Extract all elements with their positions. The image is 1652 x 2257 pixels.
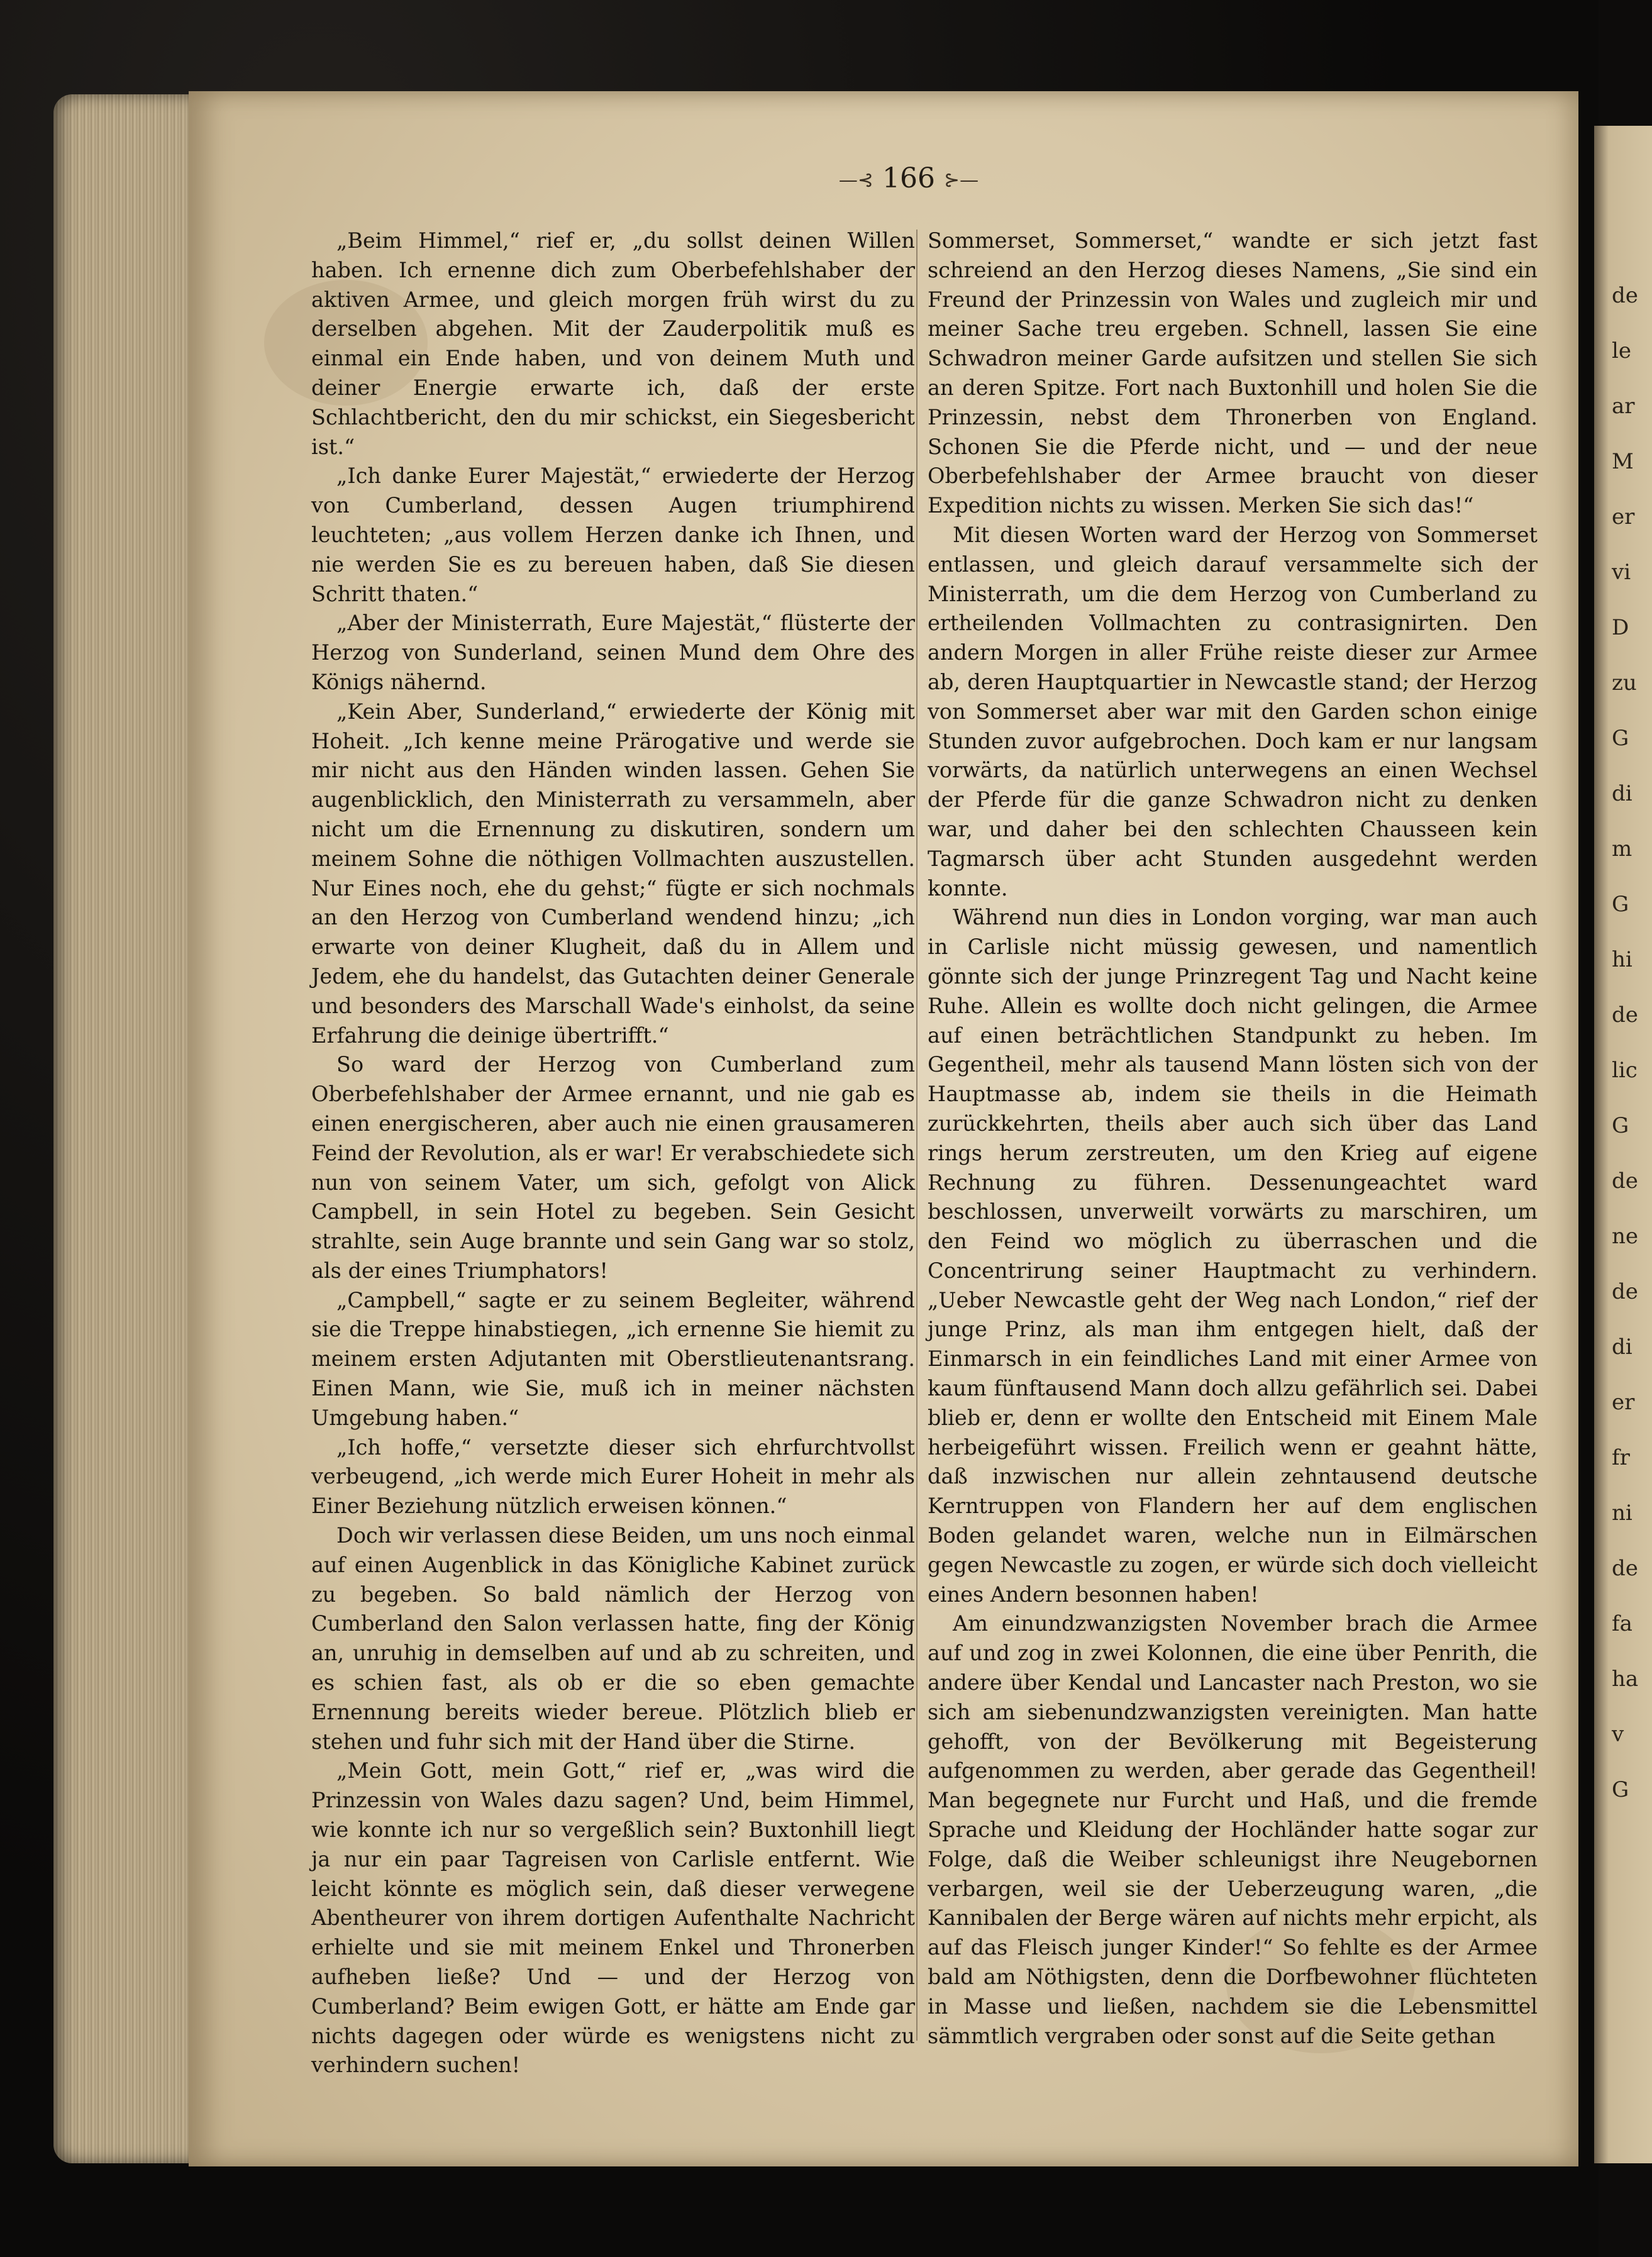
next-page-fragment: D	[1612, 615, 1629, 640]
next-page-fragment: ne	[1612, 1224, 1639, 1249]
paragraph: Mit diesen Worten ward der Herzog von Sommerset entlassen, und gleich darauf versammelte sich der Ministerrath, um die dem Herzog von Cumberland zu ertheilenden Vollmachten zu contrasignirten. Den andern Morgen in aller Frühe reiste dieser zur Armee ab, deren Hauptquartier in Newcastle stand; der Herzog von Sommerset aber war mit den Garden schon einige Stunden zuvor aufgebrochen. Doch kam er nur langsam vorwärts, da natürlich unterwegens an einen Wechsel der Pferde für die ganze Schwadron nicht zu denken war, und daher bei den schlechten Chausseen kein Tagmarsch über acht Stunden ausgedehnt werden konnte.	[928, 522, 1538, 901]
paragraph: „Beim Himmel,“ rief er, „du sollst deinen Willen haben. Ich ernenne dich zum Oberbefehlshaber der aktiven Armee, und gleich morgen früh wirst du zu derselben abgehen. Mit der Zauderpolitik muß es einmal ein Ende haben, und von deinem Muth und deiner Energie erwarte ich, daß der erste Schlachtbericht, den du mir schickst, ein Siegesbericht ist.“	[311, 228, 915, 459]
next-page-fragment: hi	[1612, 947, 1633, 972]
paragraph: „Ich hoffe,“ versetzte dieser sich ehrfurchtvollst verbeugend, „ich werde mich Eurer Hoheit in mehr als Einer Beziehung nützlich erweisen können.“	[311, 1434, 915, 1519]
next-page-edge	[1594, 126, 1652, 2163]
paragraph: „Mein Gott, mein Gott,“ rief er, „was wird die Prinzessin von Wales dazu sagen? Und, beim Himmel, wie konnte ich nur so vergeßlich sein? Buxtonhill liegt ja nur ein paar Tagreisen von Carlisle entfernt. Wie leicht könnte es möglich sein, daß dieser verwegene Abentheurer von ihrem dortigen Aufenthalte Nachricht erhielte und sie mit meinem Enkel und Thronerben aufheben ließe? Und — und der Herzog von Cumberland? Beim ewigen Gott, er hätte am Ende gar nichts dagegen oder würde es wenigstens nicht zu verhindern suchen!	[311, 1758, 915, 2078]
next-page-fragment: er	[1612, 504, 1635, 530]
next-page-fragment: ni	[1612, 1500, 1633, 1526]
next-page-fragment: de	[1612, 1279, 1638, 1304]
paragraph: Doch wir verlassen diese Beiden, um uns noch einmal auf einen Augenblick in das Königliche Kabinet zurück zu begeben. So bald nämlich der Herzog von Cumberland den Salon verlassen hatte, fing der König an, unruhig in demselben auf und ab zu schreiten, und es schien fast, als ob er die so eben gemachte Ernennung bereits wieder bereue. Plötzlich blieb er stehen und fuhr sich mit der Hand über die Stirne.	[311, 1523, 915, 1754]
next-page-fragment: ar	[1612, 394, 1635, 419]
paragraph: So ward der Herzog von Cumberland zum Oberbefehlshaber der Armee ernannt, und nie gab es einen energischeren, aber auch nie einen grausameren Feind der Revolution, als er war! Er verabschiedete sich nun von seinem Vater, um sich, gefolgt von Alick Campbell, in sein Hotel zu begeben. Sein Gesicht strahlte, sein Auge brannte und sein Gang war so stolz, als der eines Triumphators!	[311, 1052, 915, 1283]
next-page-fragment: m	[1612, 836, 1633, 862]
paragraph: „Aber der Ministerrath, Eure Majestät,“ flüsterte der Herzog von Sunderland, seinen Mund dem Ohre des Königs nähernd.	[311, 611, 915, 694]
paragraph: Am einundzwanzigsten November brach die Armee auf und zog in zwei Kolonnen, die eine über Penrith, die andere über Kendal und Lancaster nach Preston, wo sie sich am siebenundzwanzigsten vereinigten. Man hatte gehofft, von der Bevölkerung mit Begeisterung aufgenommen zu werden, aber gerade das Gegentheil! Man begegnete nur Furcht und Haß, und die fremde Sprache und Kleidung der Hochländer hatte sogar zur Folge, daß die Weiber schleunigst ihre Neugebornen verbargen, weil sie der Ueberzeugung waren, „die Kannibalen der Berge wären auf nichts mehr erpicht, als auf das Fleisch junger Kinder!“ So fehlte es der Armee bald am Nöthigsten, denn die Dorfbewohner flüchteten in Masse und ließen, nachdem sie die Lebensmittel sämmtlich vergraben oder sonst auf die Seite gethan	[928, 1611, 1538, 2048]
next-page-fragment: de	[1612, 283, 1638, 308]
next-page-fragment: de	[1612, 1556, 1638, 1581]
next-page-fragment: er	[1612, 1390, 1635, 1415]
next-page-fragment: fr	[1612, 1445, 1630, 1470]
next-page-fragment: G	[1612, 726, 1629, 751]
next-page-fragment: de	[1612, 1002, 1638, 1028]
next-page-fragment: di	[1612, 781, 1633, 806]
next-page-fragment: M	[1612, 449, 1634, 474]
page-number: 166	[882, 162, 935, 194]
column-divider	[916, 230, 917, 2041]
next-page-fragment: lic	[1612, 1058, 1638, 1083]
page-edges	[53, 94, 204, 2163]
paragraph: „Kein Aber, Sunderland,“ erwiederte der König mit Hoheit. „Ich kenne meine Prärogative und werde sie mir nicht aus den Händen winden lassen. Gehen Sie augenblicklich, den Ministerrath zu versammeln, aber nicht um die Ernennung zu diskutiren, sondern um meinem Sohne die nöthigen Vollmachten auszustellen. Nur Eines noch, ehe du gehst;“ fügte er sich nochmals an den Herzog von Cumberland wendend hinzu; „ich erwarte von deiner Klugheit, daß du in Allem und Jedem, ehe du handelst, das Gutachten deiner Generale und besonders des Marschall Wade's einholst, da seine Erfahrung die deinige übertrifft.“	[311, 699, 915, 1048]
next-page-fragment: v	[1612, 1722, 1624, 1747]
next-page-fragment: G	[1612, 1777, 1629, 1802]
next-page-fragment: zu	[1612, 670, 1637, 696]
next-page-fragment: G	[1612, 892, 1629, 917]
next-page-fragment: di	[1612, 1334, 1633, 1360]
next-page-fragment: vi	[1612, 560, 1631, 585]
paragraph: „Ich danke Eurer Majestät,“ erwiederte der Herzog von Cumberland, dessen Augen triumphirend leuchteten; „aus vollem Herzen danke ich Ihnen, und nie werden Sie es zu bereuen haben, daß Sie diesen Schritt thaten.“	[311, 463, 915, 606]
next-page-fragment: le	[1612, 338, 1631, 363]
left-column	[311, 226, 915, 2080]
header-ornament-right: ⊱—	[943, 169, 979, 191]
paragraph: „Campbell,“ sagte er zu seinem Begleiter, während sie die Treppe hinabstiegen, „ich ernenne Sie hiemit zu meinem ersten Adjutanten mit Oberstlieutenantsrang. Einen Mann, wie Sie, muß ich in meiner nächsten Umgebung haben.“	[311, 1287, 915, 1430]
paragraph: Sommerset, Sommerset,“ wandte er sich jetzt fast schreiend an den Herzog dieses Namens, „Sie sind ein Freund der Prinzessin von Wales und zugleich mir und meiner Sache treu ergeben. Schnell, lassen Sie eine Schwadron meiner Garde aufsitzen und stellen Sie sich an deren Spitze. Fort nach Buxtonhill und holen Sie die Prinzessin, nebst dem Thronerben von England. Schonen Sie die Pferde nicht, und — und der neue Oberbefehlshaber der Armee braucht von dieser Expedition nichts zu wissen. Merken Sie sich das!“	[928, 228, 1538, 518]
paragraph: Während nun dies in London vorging, war man auch in Carlisle nicht müssig gewesen, und namentlich gönnte sich der junge Prinzregent Tag und Nacht keine Ruhe. Allein es wollte doch nicht gelingen, die Armee auf einen beträchtlichen Standpunkt zu heben. Im Gegentheil, mehr als tausend Mann lösten sich von der Hauptmasse ab, indem sie theils in die Heimath zurückkehrten, theils aber auch sich über das Land rings herum zerstreuten, um den Krieg auf eigene Rechnung zu führen. Dessenungeachtet ward beschlossen, unverweilt vorwärts zu marschiren, um den Feind wo möglich zu überraschen und die Concentrirung seiner Hauptmacht zu verhindern. „Ueber Newcastle geht der Weg nach London,“ rief der junge Prinz, als man ihm entgegen hielt, daß der Einmarsch in ein feindliches Land mit einer Armee von kaum fünftausend Mann doch allzu gefährlich sei. Dabei blieb er, denn er wollte den Entscheid mit Einem Male herbeigeführt wissen. Freilich wenn er geahnt hätte, daß inzwischen nur allein zehntausend deutsche Kerntruppen von Flandern her auf dem englischen Boden gelandet waren, welche nun in Eilmärschen gegen Newcastle zu zogen, er würde sich doch vielleicht eines Andern besonnen haben!	[928, 905, 1538, 1607]
next-page-fragment: fa	[1612, 1611, 1633, 1636]
page-header	[802, 162, 1016, 194]
right-column	[928, 226, 1538, 2051]
next-page-fragment: ha	[1612, 1666, 1639, 1692]
next-page-fragment: de	[1612, 1168, 1638, 1194]
header-ornament-left: —⊰	[838, 169, 873, 191]
next-page-fragment: G	[1612, 1113, 1629, 1138]
